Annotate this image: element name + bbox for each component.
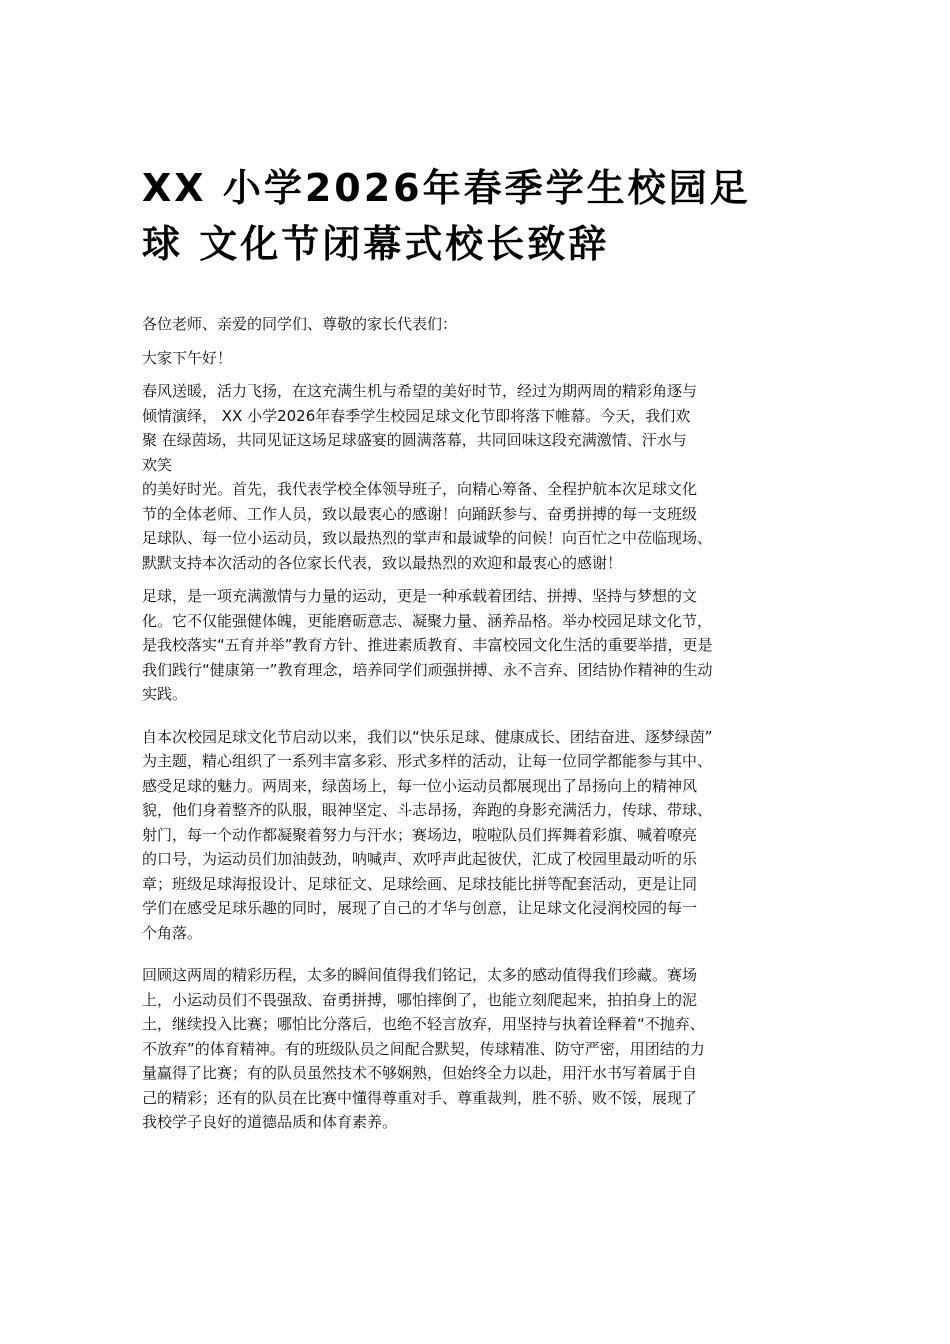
text-line: 足球队、每一位小运动员，致以最热烈的掌声和最诚挚的问候！向百忙之中莅临现场、	[142, 529, 713, 547]
text-line: 倾情演绎， XX 小学2026年春季学生校园足球文化节即将落下帷幕。今天，我们欢	[142, 406, 691, 425]
text-line: 我们践行“健康第一”教育理念，培养同学们顽强拼搏、永不言弃、团结协作精神的生动	[142, 660, 713, 679]
document-title	[142, 160, 822, 272]
text-line: 聚 在绿茵场，共同见证这场足球盛宴的圆满落幕，共同回味这段充满激情、汗水与	[142, 431, 687, 449]
text-line: 默默支持本次活动的各位家长代表，致以最热烈的欢迎和最衷心的感谢！	[142, 553, 623, 572]
text-line: 己的精彩；还有的队员在比赛中懂得尊重对手、尊重裁判，胜不骄、败不馁，展现了	[142, 1088, 698, 1107]
text-line: 大家下午好！	[142, 348, 233, 367]
text-line: 射门，每一个动作都凝聚着努力与汗水；赛场边，啦啦队员们挥舞着彩旗、喊着嘹亮	[142, 825, 698, 844]
text-line: 的口号，为运动员们加油鼓劲，呐喊声、欢呼声此起彼伏，汇成了校园里最动听的乐	[142, 850, 698, 868]
title-line: XX 小学2026年春季学生校园足	[142, 166, 751, 210]
text-line: 量赢得了比赛；有的队员虽然技术不够娴熟，但始终全力以赴，用汗水书写着属于自	[142, 1064, 698, 1082]
text-line: 的美好时光。首先，我代表学校全体领导班子，向精心筹备、全程护航本次足球文化	[142, 480, 698, 498]
text-line: 感受足球的魅力。两周来，绿茵场上，每一位小运动员都展现出了昂扬向上的精神风	[142, 776, 698, 795]
text-line: 足球，是一项充满激情与力量的运动，更是一种承载着团结、拼搏、坚持与梦想的文	[142, 587, 698, 605]
document-body	[142, 312, 822, 1144]
text-line: 是我校落实“五育并举”教育方针、推进素质教育、丰富校园文化生活的重要举措，更是	[142, 636, 713, 654]
text-line: 化。它不仅能强健体魄，更能磨砺意志、凝聚力量、涵养品格。举办校园足球文化节，	[142, 611, 713, 630]
text-line: 不放弃”的体育精神。有的班级队员之间配合默契，传球精准、防守严密，用团结的力	[142, 1039, 705, 1058]
text-line: 为主题，精心组织了一系列丰富多彩、形式多样的活动，让每一位同学都能参与其中、	[142, 752, 713, 770]
text-line: 土，继续投入比赛；哪怕比分落后，也绝不轻言放弃，用坚持与执着诠释着“不抛弃、	[142, 1015, 705, 1033]
text-line: 我校学子良好的道德品质和体育素养。	[142, 1113, 398, 1131]
activities-paragraph	[142, 725, 822, 946]
text-line: 回顾这两周的精彩历程，太多的瞬间值得我们铭记，太多的感动值得我们珍藏。赛场	[142, 966, 698, 984]
text-line: 学们在感受足球乐趣的同时，展现了自己的才华与创意，让足球文化浸润校园的每一	[142, 899, 698, 917]
review-paragraph	[142, 963, 822, 1135]
opening-paragraph	[142, 379, 822, 575]
text-line: 实践。	[142, 685, 188, 703]
greeting-paragraph	[142, 346, 822, 371]
text-line: 欢笑	[142, 455, 173, 474]
text-line: 章；班级足球海报设计、足球征文、足球绘画、足球技能比拼等配套活动，更是让同	[142, 874, 698, 893]
text-line: 个角落。	[142, 923, 203, 942]
text-line: 上，小运动员们不畏强敌、奋勇拼搏，哪怕摔倒了，也能立刻爬起来，拍拍身上的泥	[142, 990, 698, 1009]
text-line: 节的全体老师、工作人员，致以最衷心的感谢！向踊跃参与、奋勇拼搏的每一支班级	[142, 504, 698, 523]
football-meaning-paragraph	[142, 584, 822, 707]
text-line: 各位老师、亲爱的同学们、尊敬的家长代表们：	[142, 315, 458, 333]
text-line: 春风送暖，活力飞扬，在这充满生机与希望的美好时节，经过为期两周的精彩角逐与	[142, 382, 698, 400]
title-line: 球 文化节闭幕式校长致辞	[142, 222, 610, 266]
salutation-paragraph	[142, 312, 822, 337]
text-line: 貌，他们身着整齐的队服，眼神坚定、斗志昂扬，奔跑的身影充满活力，传球、带球、	[142, 801, 713, 819]
text-line: 自本次校园足球文化节启动以来，我们以“快乐足球、健康成长、团结奋进、逐梦绿茵”	[142, 727, 713, 746]
